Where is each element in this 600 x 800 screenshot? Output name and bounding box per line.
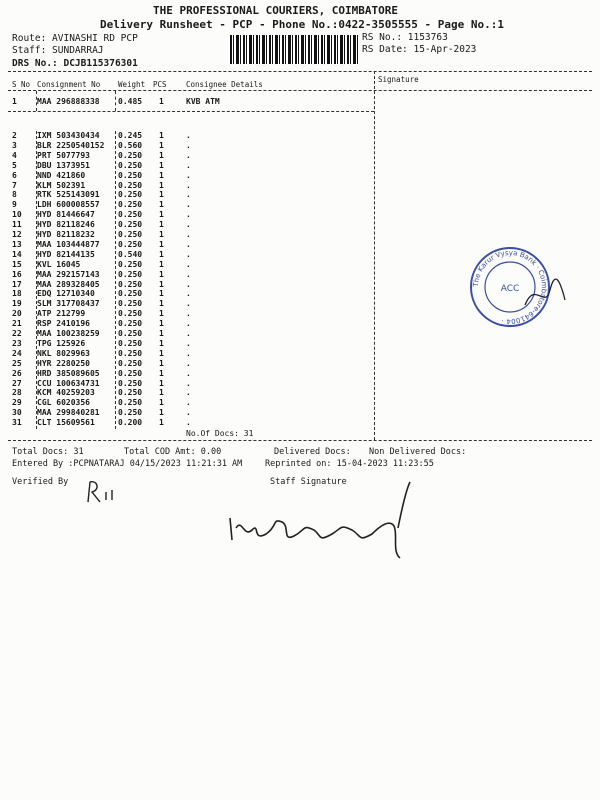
table-row	[12, 379, 372, 389]
cell-consignment: KCM 40259203	[37, 388, 95, 398]
table-row	[12, 270, 372, 280]
cell-consignment: BLR 2250540152	[37, 140, 105, 150]
svg-text:The Karur Vysya Bank · Coimbat: The Karur Vysya Bank · Coimbatore-641004 ·	[471, 248, 549, 326]
cell-consignee: .	[186, 230, 191, 239]
divider-bottom	[8, 440, 592, 441]
cell-consignment: NKL 8029963	[37, 348, 90, 358]
delivered-docs: Delivered Docs:	[274, 447, 351, 457]
cell-consignee: .	[186, 190, 191, 200]
cell-weight: 0.250	[118, 210, 143, 220]
table-row	[12, 131, 372, 141]
cell-consignment: RSP 2410196	[37, 319, 90, 329]
cell-pcs: 1	[159, 230, 164, 239]
cell-sno: 12	[12, 230, 22, 239]
cell-sno: 25	[12, 358, 22, 368]
divider-column-signature	[374, 71, 375, 440]
cell-pcs: 1	[159, 269, 164, 279]
cell-consignment: MAA 296888338	[37, 97, 100, 106]
drs-label: DRS No.: DCJB115376301	[12, 58, 138, 69]
cell-weight: 0.250	[118, 180, 143, 190]
verified-by-label: Verified By	[12, 477, 69, 487]
cell-consignment: MAA 289328405	[37, 279, 100, 289]
cell-sno: 1	[12, 97, 17, 106]
cell-sno: 5	[12, 160, 17, 170]
table-row	[12, 200, 372, 210]
table-row	[12, 418, 372, 428]
cell-pcs: 1	[159, 180, 164, 190]
cell-weight: 0.250	[118, 230, 143, 239]
cell-pcs: 1	[159, 210, 164, 220]
cell-consignment: EDQ 12710340	[37, 289, 95, 299]
cell-pcs: 1	[159, 131, 164, 140]
cell-consignment: CCU 100634731	[37, 378, 100, 388]
cell-consignment: HYD 82144135	[37, 249, 95, 259]
cell-consignment: KLM 502391	[37, 180, 86, 190]
cell-consignment: MAA 292157143	[37, 269, 100, 279]
column-header-consignment: Consignment No	[37, 80, 101, 89]
runsheet-title: Delivery Runsheet - PCP - Phone No.:0422-3505555 - Page No.:1	[100, 18, 504, 31]
cell-consignee: .	[186, 150, 191, 160]
cell-consignment: SLM 317708437	[37, 299, 100, 309]
column-header-consignee: Consignee Details	[186, 80, 263, 89]
cell-sno: 11	[12, 220, 22, 230]
cell-pcs: 1	[159, 378, 164, 388]
cell-pcs: 1	[159, 200, 164, 210]
table-row	[12, 398, 372, 408]
cell-sno: 19	[12, 299, 22, 309]
total-docs: Total Docs: 31	[12, 447, 84, 457]
company-title: THE PROFESSIONAL COURIERS, COIMBATORE	[153, 4, 399, 17]
table-row	[12, 181, 372, 191]
cell-consignment: DBU 1373951	[37, 160, 90, 170]
cell-sno: 21	[12, 319, 22, 329]
cell-consignment: RTK 525143091	[37, 190, 100, 200]
cell-consignee: .	[186, 140, 191, 150]
cell-consignment: MAA 103444877	[37, 239, 100, 249]
cell-pcs: 1	[159, 348, 164, 358]
cell-sno: 24	[12, 348, 22, 358]
cell-pcs: 1	[159, 309, 164, 319]
cell-pcs: 1	[159, 150, 164, 160]
cell-weight: 0.250	[118, 150, 143, 160]
cell-consignee: .	[186, 220, 191, 230]
cell-weight: 0.250	[118, 408, 143, 418]
cell-weight: 0.250	[118, 279, 143, 289]
cell-pcs: 1	[159, 259, 164, 269]
cell-sno: 8	[12, 190, 17, 200]
staff-signature-label: Staff Signature	[270, 477, 347, 487]
cell-pcs: 1	[159, 329, 164, 338]
cell-consignment: MAA 100238259	[37, 329, 100, 338]
cell-consignment: TPG 125926	[37, 338, 86, 348]
rows-gutter-weight	[115, 131, 116, 429]
cell-consignment: MAA 299840281	[37, 408, 100, 418]
cell-pcs: 1	[159, 299, 164, 309]
cell-consignee: .	[186, 259, 191, 269]
cell-consignee: KVB ATM	[186, 97, 220, 106]
cell-consignment: CLT 15609561	[37, 418, 95, 428]
cell-sno: 30	[12, 408, 22, 418]
cell-sno: 22	[12, 329, 22, 338]
cell-weight: 0.250	[118, 160, 143, 170]
cell-consignee: .	[186, 160, 191, 170]
cell-consignment: LDH 600008557	[37, 200, 100, 210]
cell-consignment: HRD 385089605	[37, 368, 100, 378]
cell-pcs: 1	[159, 408, 164, 418]
cell-weight: 0.250	[118, 190, 143, 200]
cell-pcs: 1	[159, 418, 164, 428]
table-row	[12, 260, 372, 270]
cell-consignee: .	[186, 210, 191, 220]
rs-number: RS No.: 1153763	[362, 32, 448, 43]
table-row	[12, 250, 372, 260]
cell-pcs: 1	[159, 279, 164, 289]
cell-weight: 0.250	[118, 200, 143, 210]
cell-weight: 0.250	[118, 239, 143, 249]
column-header-signature: Signature	[378, 75, 419, 84]
table-row	[12, 388, 372, 398]
row-1-divider	[8, 111, 374, 112]
table-row	[12, 230, 372, 240]
cell-pcs: 1	[159, 97, 164, 106]
table-row	[12, 210, 372, 220]
cell-consignment: HYD 82118246	[37, 220, 95, 230]
cell-consignee: .	[186, 378, 191, 388]
rows-gutter-left	[36, 131, 37, 429]
cell-sno: 15	[12, 259, 22, 269]
cell-consignment: HYD 82118232	[37, 230, 95, 239]
cell-weight: 0.250	[118, 329, 143, 338]
cell-weight: 0.250	[118, 358, 143, 368]
cell-consignment: IXM 503430434	[37, 131, 100, 140]
cell-weight: 0.245	[118, 131, 143, 140]
table-row	[12, 280, 372, 290]
cell-consignment: HYR 2280250	[37, 358, 90, 368]
cell-weight: 0.250	[118, 388, 143, 398]
cell-weight: 0.250	[118, 348, 143, 358]
table-row	[12, 299, 372, 309]
cell-weight: 0.250	[118, 269, 143, 279]
cell-sno: 27	[12, 378, 22, 388]
cell-pcs: 1	[159, 249, 164, 259]
barcode-image	[230, 35, 358, 64]
cell-sno: 26	[12, 368, 22, 378]
cell-consignee: .	[186, 239, 191, 249]
no-of-docs: No.Of Docs: 31	[186, 429, 254, 438]
non-delivered-docs: Non Delivered Docs:	[369, 447, 467, 457]
cell-sno: 17	[12, 279, 22, 289]
table-row	[12, 141, 372, 151]
total-cod-amount: Total COD Amt: 0.00	[124, 447, 222, 457]
cell-sno: 10	[12, 210, 22, 220]
table-row	[12, 220, 372, 230]
cell-pcs: 1	[159, 160, 164, 170]
table-row	[12, 190, 372, 200]
cell-pcs: 1	[159, 220, 164, 230]
table-row	[12, 349, 372, 359]
cell-weight: 0.250	[118, 289, 143, 299]
cell-consignee: .	[186, 398, 191, 408]
cell-sno: 7	[12, 180, 17, 190]
cell-sno: 16	[12, 269, 22, 279]
table-row	[12, 161, 372, 171]
entered-by: Entered By :PCPNATARAJ 04/15/2023 11:21:31 AM	[12, 459, 243, 469]
table-row	[12, 408, 372, 418]
cell-sno: 29	[12, 398, 22, 408]
svg-text:ACC: ACC	[500, 284, 520, 294]
rs-date: RS Date: 15-Apr-2023	[362, 44, 477, 55]
stamp-scribble	[520, 275, 570, 315]
cell-weight: 0.485	[118, 97, 143, 106]
cell-pcs: 1	[159, 368, 164, 378]
row-1-gutter	[36, 91, 37, 111]
verified-by-signature	[84, 478, 124, 508]
divider-under-header	[8, 90, 592, 91]
cell-pcs: 1	[159, 338, 164, 348]
column-header-weight: Weight	[118, 80, 146, 89]
table-row	[12, 369, 372, 379]
cell-weight: 0.250	[118, 368, 143, 378]
cell-weight: 0.250	[118, 319, 143, 329]
cell-consignee: .	[186, 269, 191, 279]
cell-weight: 0.250	[118, 398, 143, 408]
cell-pcs: 1	[159, 170, 164, 180]
table-row	[12, 309, 372, 319]
column-header-pcs: PCS	[153, 80, 167, 89]
cell-sno: 23	[12, 338, 22, 348]
cell-pcs: 1	[159, 319, 164, 329]
cell-sno: 9	[12, 200, 17, 210]
cell-sno: 20	[12, 309, 22, 319]
cell-pcs: 1	[159, 388, 164, 398]
cell-pcs: 1	[159, 140, 164, 150]
cell-consignee: .	[186, 279, 191, 289]
cell-weight: 0.560	[118, 140, 143, 150]
cell-consignment: KVL 16045	[37, 259, 81, 269]
cell-sno: 14	[12, 249, 22, 259]
cell-pcs: 1	[159, 289, 164, 299]
cell-sno: 13	[12, 239, 22, 249]
cell-weight: 0.250	[118, 170, 143, 180]
cell-consignee: .	[186, 170, 191, 180]
cell-consignee: .	[186, 368, 191, 378]
cell-consignee: .	[186, 289, 191, 299]
cell-consignee: .	[186, 388, 191, 398]
cell-consignee: .	[186, 309, 191, 319]
cell-consignee: .	[186, 338, 191, 348]
cell-weight: 0.200	[118, 418, 143, 428]
cell-weight: 0.250	[118, 259, 143, 269]
cell-pcs: 1	[159, 398, 164, 408]
staff-label: Staff: SUNDARRAJ	[12, 45, 104, 56]
cell-sno: 2	[12, 131, 17, 140]
cell-weight: 0.250	[118, 309, 143, 319]
cell-weight: 0.540	[118, 249, 143, 259]
cell-weight: 0.250	[118, 378, 143, 388]
cell-consignee: .	[186, 200, 191, 210]
cell-consignment: CGL 6020356	[37, 398, 90, 408]
cell-consignment: PRT 5077793	[37, 150, 90, 160]
cell-consignee: .	[186, 418, 191, 428]
cell-consignment: HYD 81446647	[37, 210, 95, 220]
table-row	[12, 339, 372, 349]
route-label: Route: AVINASHI RD PCP	[12, 33, 138, 44]
table-row	[12, 240, 372, 250]
table-row	[12, 329, 372, 339]
cell-weight: 0.250	[118, 299, 143, 309]
cell-sno: 18	[12, 289, 22, 299]
table-row	[12, 359, 372, 369]
staff-signature-scribble	[222, 478, 422, 568]
divider-top	[8, 71, 592, 72]
cell-consignee: .	[186, 131, 191, 140]
cell-consignment: NND 421860	[37, 170, 86, 180]
cell-sno: 3	[12, 140, 17, 150]
cell-consignment: ATP 212799	[37, 309, 86, 319]
cell-sno: 6	[12, 170, 17, 180]
cell-consignee: .	[186, 329, 191, 338]
reprinted-on: Reprinted on: 15-04-2023 11:23:55	[265, 459, 434, 469]
column-header-sno: S No	[12, 80, 31, 89]
cell-weight: 0.250	[118, 338, 143, 348]
cell-consignee: .	[186, 358, 191, 368]
cell-consignee: .	[186, 249, 191, 259]
table-row	[12, 171, 372, 181]
cell-pcs: 1	[159, 358, 164, 368]
cell-sno: 4	[12, 150, 17, 160]
row-1-gutter	[115, 91, 116, 111]
cell-consignee: .	[186, 319, 191, 329]
table-row	[12, 151, 372, 161]
table-row	[12, 319, 372, 329]
table-row	[12, 289, 372, 299]
cell-consignee: .	[186, 408, 191, 418]
table-row	[12, 97, 372, 107]
cell-consignee: .	[186, 348, 191, 358]
cell-consignee: .	[186, 299, 191, 309]
cell-consignee: .	[186, 180, 191, 190]
cell-sno: 28	[12, 388, 22, 398]
cell-pcs: 1	[159, 239, 164, 249]
cell-pcs: 1	[159, 190, 164, 200]
cell-weight: 0.250	[118, 220, 143, 230]
cell-sno: 31	[12, 418, 22, 428]
